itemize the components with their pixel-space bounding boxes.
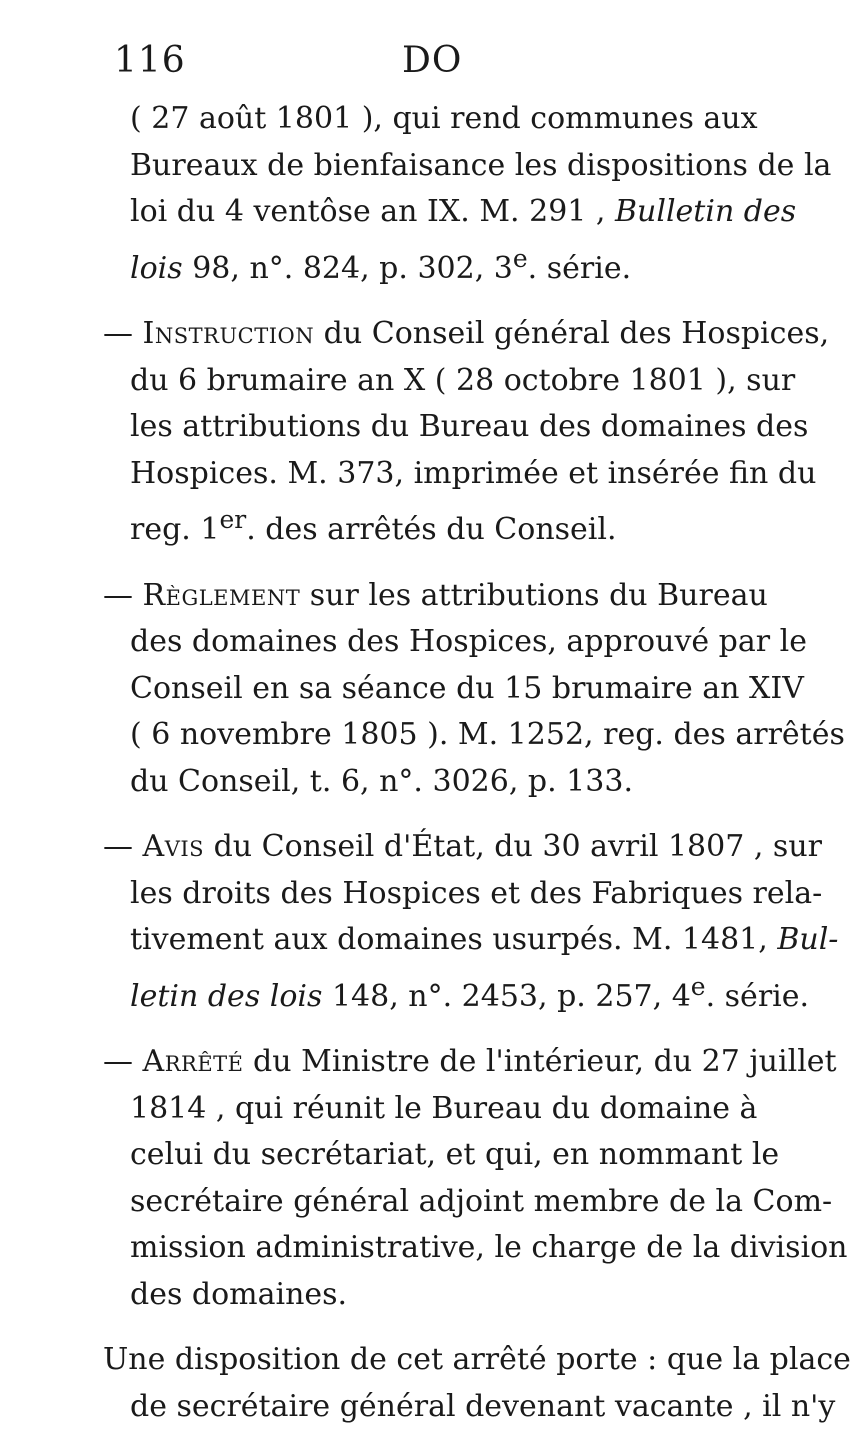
body-text — [103, 96, 783, 1430]
text-line: Hospices. M. 373, imprimée et insérée fin du — [130, 451, 783, 498]
text-line: mission administrative, le charge de la division — [130, 1225, 783, 1272]
text-line — [130, 236, 783, 293]
text-line: des domaines. — [130, 1272, 783, 1319]
text-segment: tivement aux domaines usurpés. M. 1481, — [130, 922, 777, 957]
text-line: les droits des Hospices et des Fabriques rela- — [130, 871, 783, 918]
paragraph-loi-ventose — [103, 96, 783, 292]
em-dash: — — [103, 578, 143, 613]
text-line: les attributions du Bureau des domaines des — [130, 404, 783, 451]
paragraph-disposition — [103, 1337, 783, 1430]
entry-keyword: Avis — [143, 829, 205, 864]
paragraph-reglement — [103, 573, 783, 806]
paragraph-arrete — [103, 1039, 783, 1318]
em-dash: — — [103, 1044, 143, 1079]
text-line: Une disposition de cet arrêté porte : que la place — [103, 1337, 783, 1384]
text-segment: 98, n°. 824, p. 302, 3e. série. — [183, 251, 631, 286]
text-line: du 6 brumaire an X ( 28 octobre 1801 ), sur — [130, 358, 783, 405]
running-head: DO — [402, 40, 462, 81]
text-line: du Conseil, t. 6, n°. 3026, p. 133. — [130, 759, 783, 806]
text-line — [130, 917, 783, 964]
text-line: Conseil en sa séance du 15 brumaire an XIV — [130, 666, 783, 713]
text-line: secrétaire général adjoint membre de la Com- — [130, 1179, 783, 1226]
italic-citation: letin des lois — [130, 979, 322, 1014]
text-line — [130, 189, 783, 236]
paragraph-instruction — [103, 311, 783, 554]
text-line — [103, 311, 783, 358]
entry-keyword: Règlement — [143, 578, 301, 613]
text-line — [103, 824, 783, 871]
text-segment: du Conseil d'État, du 30 avril 1807 , sur — [204, 829, 822, 864]
text-segment: 148, n°. 2453, p. 257, 4e. série. — [322, 979, 809, 1014]
text-line: de secrétaire général devenant vacante , il n'y — [103, 1384, 783, 1430]
em-dash: — — [103, 316, 143, 351]
entry-keyword: Arrêté — [143, 1044, 244, 1079]
text-line: Bureaux de bienfaisance les dispositions de la — [130, 143, 783, 190]
paragraph-avis — [103, 824, 783, 1020]
text-line — [103, 573, 783, 620]
italic-citation: Bulletin des — [615, 194, 796, 229]
text-line: ( 27 août 1801 ), qui rend communes aux — [130, 96, 783, 143]
italic-citation: Bul- — [777, 922, 838, 957]
page-header — [0, 40, 800, 90]
text-segment: loi du 4 ventôse an IX. M. 291 , — [130, 194, 615, 229]
text-segment: du Ministre de l'intérieur, du 27 juillet — [244, 1044, 837, 1079]
text-line: celui du secrétariat, et qui, en nommant le — [130, 1132, 783, 1179]
text-line: des domaines des Hospices, approuvé par le — [130, 619, 783, 666]
text-line: reg. 1er. des arrêtés du Conseil. — [130, 497, 783, 554]
page-number: 116 — [114, 40, 186, 81]
text-line — [103, 1039, 783, 1086]
text-segment: du Conseil général des Hospices, — [314, 316, 829, 351]
entry-keyword: Instruction — [143, 316, 315, 351]
text-line — [130, 964, 783, 1021]
italic-citation: lois — [130, 251, 183, 286]
em-dash: — — [103, 829, 143, 864]
text-line: ( 6 novembre 1805 ). M. 1252, reg. des arrêtés — [130, 712, 783, 759]
text-line: 1814 , qui réunit le Bureau du domaine à — [130, 1086, 783, 1133]
text-segment: sur les attributions du Bureau — [300, 578, 768, 613]
